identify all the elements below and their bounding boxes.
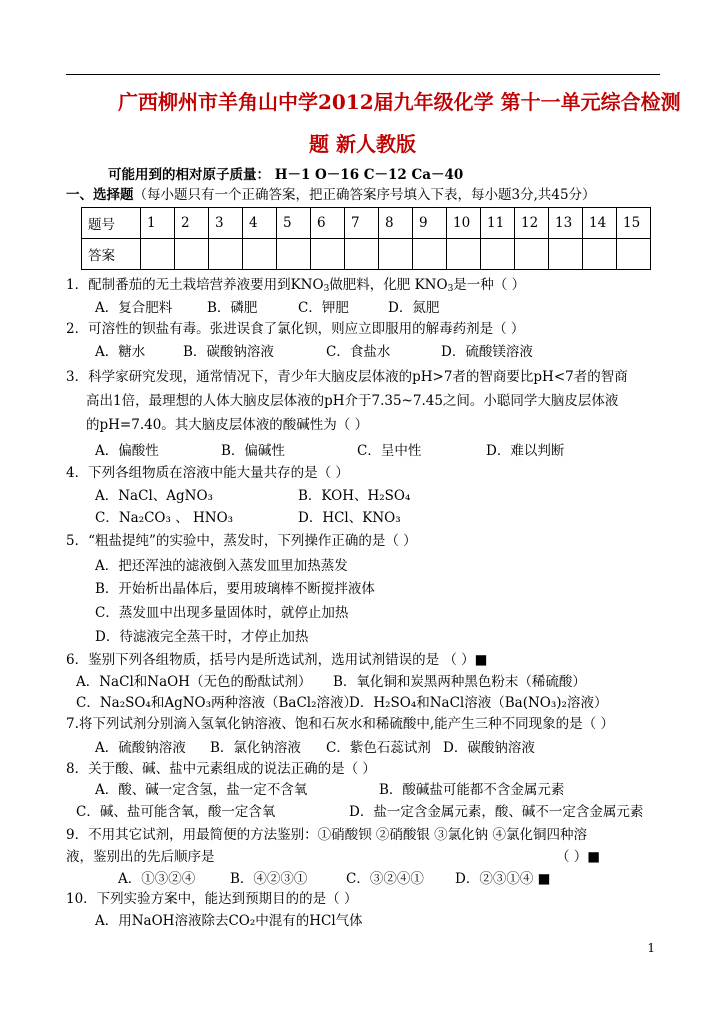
q7-option-a: A．硫酸钠溶液 <box>95 740 186 756</box>
table-cell: 12 <box>515 208 549 239</box>
q9-option-c: C．③②④① <box>346 871 424 887</box>
table-row-label: 答案 <box>82 239 141 270</box>
section1-head-text: 一、选择题 <box>66 187 134 203</box>
question-10-stem: 10．下列实验方案中，能达到预期目的的是（ ） <box>66 891 358 907</box>
question-4-stem: 4．下列各组物质在溶液中能大量共存的是（ ） <box>66 465 349 481</box>
q2-option-c: C．食盐水 <box>326 344 391 360</box>
page-number: 1 <box>647 941 655 955</box>
q1-stem-part: 是一种（ ） <box>453 277 526 293</box>
question-1-stem <box>66 276 525 298</box>
answer-cell[interactable] <box>209 239 243 270</box>
atomic-mass-line: 可能用到的相对原子质量： H－1 O－16 C－12 Ca－40 <box>108 167 464 183</box>
q7-option-d: D．碳酸钠溶液 <box>443 740 535 756</box>
q7-option-b: B．氯化钠溶液 <box>210 740 301 756</box>
q10-option-a: A．用NaOH溶液除去CO₂中混有的HCl气体 <box>95 913 363 929</box>
table-cell: 15 <box>617 208 651 239</box>
question-7-stem: 7.将下列试剂分别滴入氢氧化钠溶液、饱和石灰水和稀硫酸中,能产生三种不同现象的是（ ） <box>66 716 614 732</box>
answer-cell[interactable] <box>549 239 583 270</box>
table-cell: 7 <box>345 208 379 239</box>
table-row <box>82 208 651 239</box>
table-cell: 8 <box>379 208 413 239</box>
question-3-line3: 的pH=7.40。其大脑皮层体液的酸碱性为（ ） <box>86 417 369 433</box>
answer-cell[interactable] <box>243 239 277 270</box>
answer-cell[interactable] <box>515 239 549 270</box>
q1-option-a: A．复合肥料 <box>95 300 173 316</box>
table-cell: 9 <box>413 208 447 239</box>
q1-subscript: 3 <box>447 284 454 294</box>
answer-cell[interactable] <box>379 239 413 270</box>
header-rule <box>66 74 660 75</box>
q8-option-c: C．碱、盐可能含氧，酸一定含氧 <box>76 804 276 820</box>
q4-option-d: D．HCl、KNO₃ <box>298 510 401 526</box>
table-cell: 14 <box>583 208 617 239</box>
answer-cell[interactable] <box>141 239 175 270</box>
q5-option-c: C．蒸发皿中出现多量固体时，就停止加热 <box>95 605 349 621</box>
q6-option-c: C．Na₂SO₄和AgNO₃两种溶液（BaCl₂溶液） <box>76 695 358 711</box>
document-title-line1: 广西柳州市羊角山中学2012届九年级化学 第十一单元综合检测 <box>118 90 681 114</box>
table-cell: 4 <box>243 208 277 239</box>
q8-option-d: D．盐一定含金属元素，酸、碱不一定含金属元素 <box>349 804 644 820</box>
q6-option-d: D．H₂SO₄和NaCl溶液（Ba(NO₃)₂溶液） <box>349 695 608 711</box>
q8-option-b: B．酸碱盐可能都不含金属元素 <box>379 782 565 798</box>
question-6-stem: 6．鉴别下列各组物质，括号内是所选试剂，选用试剂错误的是 （ ）■ <box>66 652 488 668</box>
document-title-line2: 题 新人教版 <box>309 132 416 156</box>
table-cell: 5 <box>277 208 311 239</box>
answer-cell[interactable] <box>447 239 481 270</box>
q5-option-b: B．开始析出晶体后，要用玻璃棒不断搅拌液体 <box>95 581 375 597</box>
table-row <box>82 239 651 270</box>
q1-stem-part: 1．配制番茄的无土栽培营养液要用到KNO <box>66 277 324 293</box>
question-5-stem: 5．“粗盐提纯”的实验中，蒸发时，下列操作正确的是（ ） <box>66 533 417 549</box>
table-cell: 13 <box>549 208 583 239</box>
section1-heading <box>66 186 596 204</box>
q3-option-a: A．偏酸性 <box>95 443 159 459</box>
question-9-line1: 9．不用其它试剂，用最简便的方法鉴别：①硝酸钡 ②硝酸银 ③氯化钠 ④氯化铜四种溶 <box>66 827 587 843</box>
q3-option-b: B．偏碱性 <box>221 443 285 459</box>
q3-option-d: D．难以判断 <box>486 443 565 459</box>
q8-option-a: A．酸、碱一定含氢，盐一定不含氧 <box>95 782 308 798</box>
answer-cell[interactable] <box>481 239 515 270</box>
answer-cell[interactable] <box>175 239 209 270</box>
q6-option-b: B．氧化铜和炭黑两种黑色粉末（稀硫酸） <box>333 674 586 690</box>
q2-option-b: B．碳酸钠溶液 <box>183 344 274 360</box>
q7-option-c: C．紫色石蕊试剂 <box>326 740 431 756</box>
section1-note: （每小题只有一个正确答案，把正确答案序号填入下表，每小题3分,共45分） <box>133 187 596 203</box>
q9-option-d: D．②③①④ ■ <box>455 871 551 887</box>
q6-option-a: A．NaCl和NaOH（无色的酚酞试剂） <box>76 674 312 690</box>
answer-cell[interactable] <box>311 239 345 270</box>
q4-option-b: B．KOH、H₂SO₄ <box>298 488 411 504</box>
table-cell: 3 <box>209 208 243 239</box>
answer-table <box>81 207 651 270</box>
q1-option-b: B．磷肥 <box>207 300 258 316</box>
q2-option-d: D．硫酸镁溶液 <box>441 344 533 360</box>
q1-subscript: 3 <box>323 284 330 294</box>
q3-option-c: C．呈中性 <box>357 443 422 459</box>
question-8-stem: 8．关于酸、碱、盐中元素组成的说法正确的是（ ） <box>66 761 376 777</box>
table-cell: 2 <box>175 208 209 239</box>
answer-cell[interactable] <box>277 239 311 270</box>
q5-option-a: A．把还浑浊的滤液倒入蒸发皿里加热蒸发 <box>95 558 348 574</box>
q1-stem-part: 做肥料，化肥 KNO <box>329 277 448 293</box>
q4-option-c: C．Na₂CO₃ 、 HNO₃ <box>95 510 234 526</box>
table-cell: 6 <box>311 208 345 239</box>
q1-option-d: D．氮肥 <box>388 300 440 316</box>
question-2-stem: 2．可溶性的钡盐有毒。张进误食了氯化钡，则应立即服用的解毒药剂是（ ） <box>66 321 525 337</box>
table-cell: 10 <box>447 208 481 239</box>
answer-cell[interactable] <box>617 239 651 270</box>
question-9-answer-bracket: （ ）■ <box>556 849 601 865</box>
question-3-line2: 高出1倍，最理想的人体大脑皮层体液的pH介于7.35~7.45之间。小聪同学大脑皮层体液 <box>86 393 619 409</box>
q4-option-a: A．NaCl、AgNO₃ <box>95 488 213 504</box>
answer-cell[interactable] <box>345 239 379 270</box>
question-3-line1: 3．科学家研究发现，通常情况下，青少年大脑皮层体液的pH>7者的智商要比pH<7者的智商 <box>66 369 628 385</box>
answer-cell[interactable] <box>413 239 447 270</box>
q9-option-a: A．①③②④ <box>118 871 196 887</box>
q5-option-d: D．待滤液完全蒸干时，才停止加热 <box>95 629 309 645</box>
table-cell: 1 <box>141 208 175 239</box>
q9-option-b: B．④②③① <box>230 871 308 887</box>
table-row-label: 题号 <box>82 208 141 239</box>
q2-option-a: A．糖水 <box>95 344 146 360</box>
table-cell: 11 <box>481 208 515 239</box>
question-9-line2: 液，鉴别出的先后顺序是 <box>66 849 215 865</box>
answer-cell[interactable] <box>583 239 617 270</box>
q1-option-c: C．钾肥 <box>298 300 349 316</box>
